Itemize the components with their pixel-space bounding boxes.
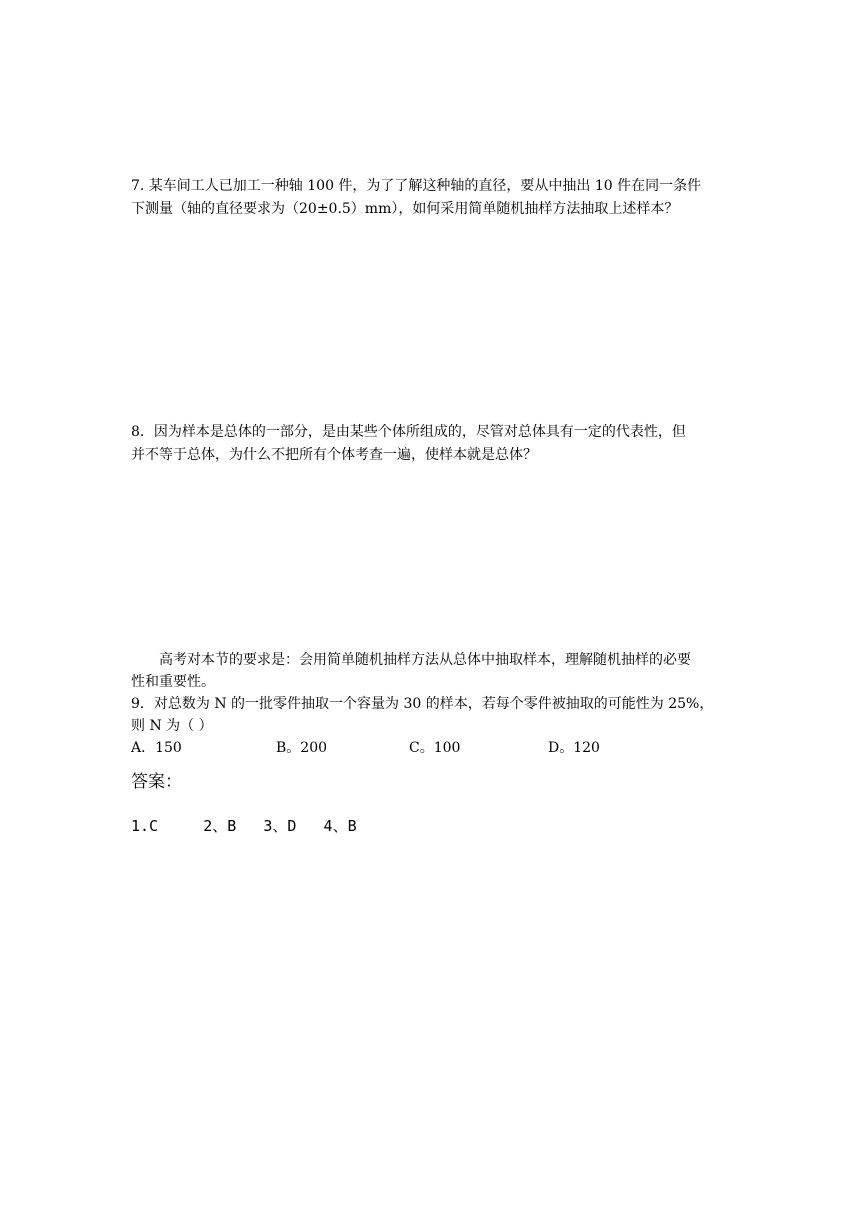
option-d: D。120 [548, 740, 600, 756]
option-c: C。100 [409, 740, 461, 756]
question-9-line-2: 则 N 为（ ） [131, 718, 213, 734]
answer-key: 1.C 2、B 3、D 4、B [131, 817, 357, 835]
requirement-line-1: 高考对本节的要求是：会用简单随机抽样方法从总体中抽取样本，理解随机抽样的必要 [159, 652, 691, 668]
option-b: B。200 [276, 740, 328, 756]
question-7-line-2: 下测量（轴的直径要求为（20±0.5）mm），如何采用简单随机抽样方法抽取上述样本？ [131, 201, 679, 217]
requirement-line-2: 性和重要性。 [131, 674, 215, 690]
question-8-line-1: 8．因为样本是总体的一部分，是由某些个体所组成的，尽管对总体具有一定的代表性，但 [131, 424, 686, 440]
question-7-line-1: 7. 某车间工人已加工一种轴 100 件，为了了解这种轴的直径，要从中抽出 10 件在同一条件 [131, 178, 702, 194]
question-9-line-1: 9．对总数为 N 的一批零件抽取一个容量为 30 的样本，若每个零件被抽取的可能性为 25%， [131, 696, 714, 712]
question-8-line-2: 并不等于总体，为什么不把所有个体考查一遍，使样本就是总体？ [131, 447, 537, 463]
option-a: A．150 [131, 740, 182, 756]
answer-heading: 答案： [131, 772, 182, 792]
